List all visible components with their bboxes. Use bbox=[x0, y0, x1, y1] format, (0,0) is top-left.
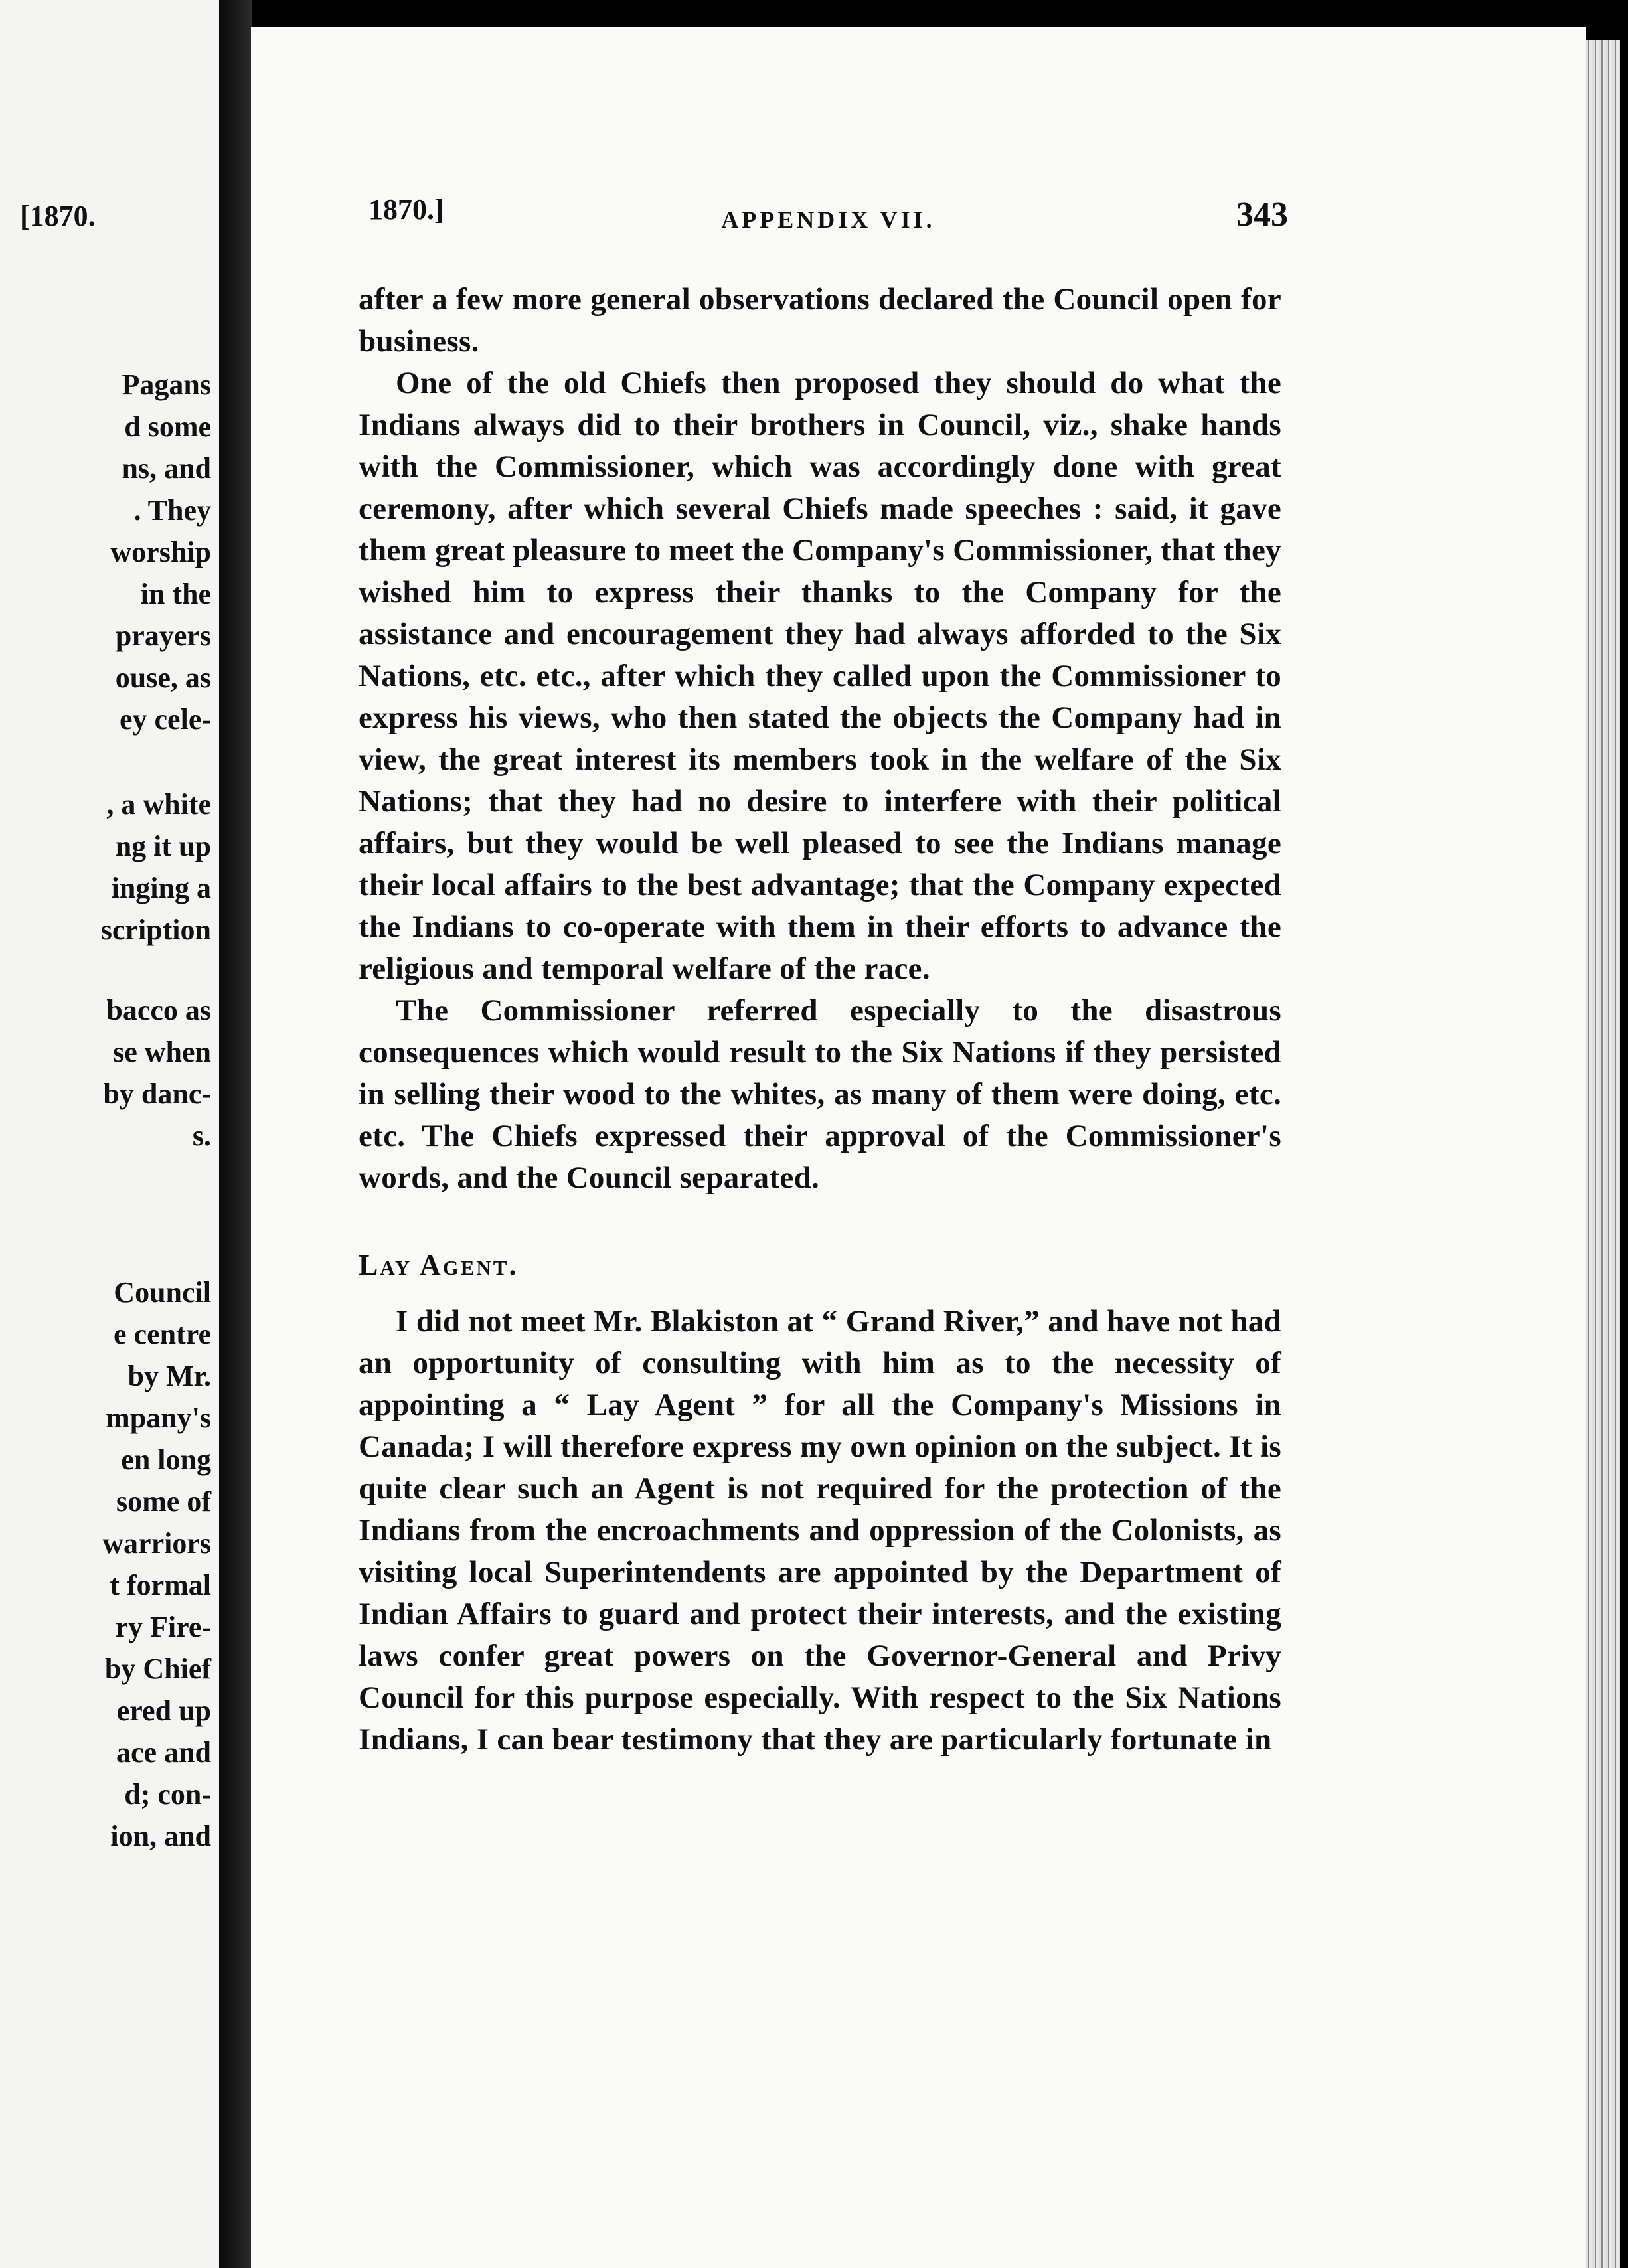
header-year: 1870.] bbox=[368, 193, 444, 226]
facing-page-line: ion, and bbox=[110, 1820, 211, 1852]
header-title: APPENDIX VII. bbox=[721, 206, 936, 233]
facing-page-line: ry Fire- bbox=[115, 1611, 211, 1643]
facing-page-header: [1870. bbox=[20, 200, 96, 232]
facing-page-lines-4 bbox=[0, 1271, 211, 1857]
section-heading: Lay Agent. bbox=[359, 1249, 519, 1281]
facing-page-line: e centre bbox=[114, 1318, 211, 1350]
facing-page-line: se when bbox=[113, 1036, 211, 1068]
facing-page-lines-2 bbox=[0, 783, 211, 951]
paragraph-commissioner-remarks: The Commissioner referred especially to the disastrous consequences which would result to the Six Nations if they persisted in selling their wood to the whites, as many of them were doing, etc. etc. The Chiefs expressed their approval of the Commissioner's words, and the Council separated. bbox=[359, 993, 1281, 1195]
facing-page-line: ouse, as bbox=[115, 661, 211, 694]
facing-page-line: inging a bbox=[111, 872, 211, 904]
facing-page-line: warriors bbox=[102, 1527, 211, 1560]
facing-page-line: ered up bbox=[116, 1694, 211, 1727]
facing-page-line: by Chief bbox=[104, 1653, 211, 1685]
facing-page-line: by danc- bbox=[103, 1078, 211, 1110]
facing-page-fragment bbox=[0, 0, 219, 2268]
running-header bbox=[368, 193, 1288, 239]
facing-page-line: prayers bbox=[115, 619, 211, 652]
facing-page-line: ns, and bbox=[122, 452, 211, 485]
facing-page-line: in the bbox=[140, 578, 211, 610]
facing-page-line: ng it up bbox=[115, 830, 211, 862]
facing-page-line: . They bbox=[133, 494, 211, 526]
facing-page-line: t formal bbox=[110, 1569, 211, 1601]
facing-page-line: s. bbox=[192, 1119, 211, 1152]
body-text bbox=[359, 279, 1281, 1761]
facing-page-line: bacco as bbox=[106, 994, 211, 1026]
paragraph-continuation: after a few more general observations declared the Council open for business. bbox=[359, 282, 1281, 359]
facing-page-lines-1 bbox=[0, 364, 211, 740]
facing-page-line: mpany's bbox=[106, 1402, 211, 1434]
facing-page-line: ey cele- bbox=[120, 703, 211, 736]
facing-page-line: by Mr. bbox=[127, 1360, 211, 1392]
paragraph-lay-agent: I did not meet Mr. Blakiston at “ Grand River,” and have not had an opportunity of consulting with him as to the necessity of appointing a “ Lay Agent ” for all the Company's Missions in Canada; I will therefore express my own opinion on the subject. It is quite clear such an Agent is not required for the protection of the Indians from the encroachments and oppression of the Colonists, as visiting local Superintendents are appointed by the Department of Indian Affairs to guard and protect their interests, and the existing laws confer great powers on the Governor-General and Privy Council for this purpose especially. With respect to the Six Nations Indians, I can bear testimony that they are particularly fortunate in bbox=[359, 1304, 1281, 1757]
paragraph-chiefs-council: One of the old Chiefs then proposed they should do what the Indians always did to their brothers in Council, viz., shake hands with the Commissioner, which was accordingly done with great ceremony, after which several Chiefs made speeches : said, it gave them great pleasure to meet the Company's Commissioner, that they wished him to express their thanks to the Company for the assistance and encouragement they had always afforded to the Six Nations, etc. etc., after which they called upon the Commissioner to express his views, who then stated the objects the Company had in view, the great interest its members took in the welfare of the Six Nations; that they had no desire to interfere with their political affairs, but they would be well pleased to see the Indians manage their local affairs to the best advantage; that the Company expected the Indians to co-operate with them in their efforts to advance the religious and temporal welfare of the race. bbox=[359, 366, 1281, 986]
facing-page-line: Council bbox=[114, 1276, 211, 1309]
page-edges bbox=[1586, 40, 1620, 2268]
page-number: 343 bbox=[1236, 196, 1288, 234]
facing-page-line: d some bbox=[124, 410, 211, 443]
facing-page-line: scription bbox=[100, 914, 211, 946]
facing-page-line: ace and bbox=[116, 1736, 211, 1769]
book-gutter bbox=[219, 0, 252, 2268]
facing-page-line: worship bbox=[110, 536, 211, 568]
facing-page-line: Pagans bbox=[122, 368, 211, 401]
facing-page-line: some of bbox=[116, 1485, 211, 1518]
facing-page-line: d; con- bbox=[124, 1778, 211, 1811]
facing-page-lines-3 bbox=[0, 989, 211, 1157]
facing-page-line: en long bbox=[121, 1443, 211, 1476]
facing-page-line: , a white bbox=[106, 788, 211, 821]
